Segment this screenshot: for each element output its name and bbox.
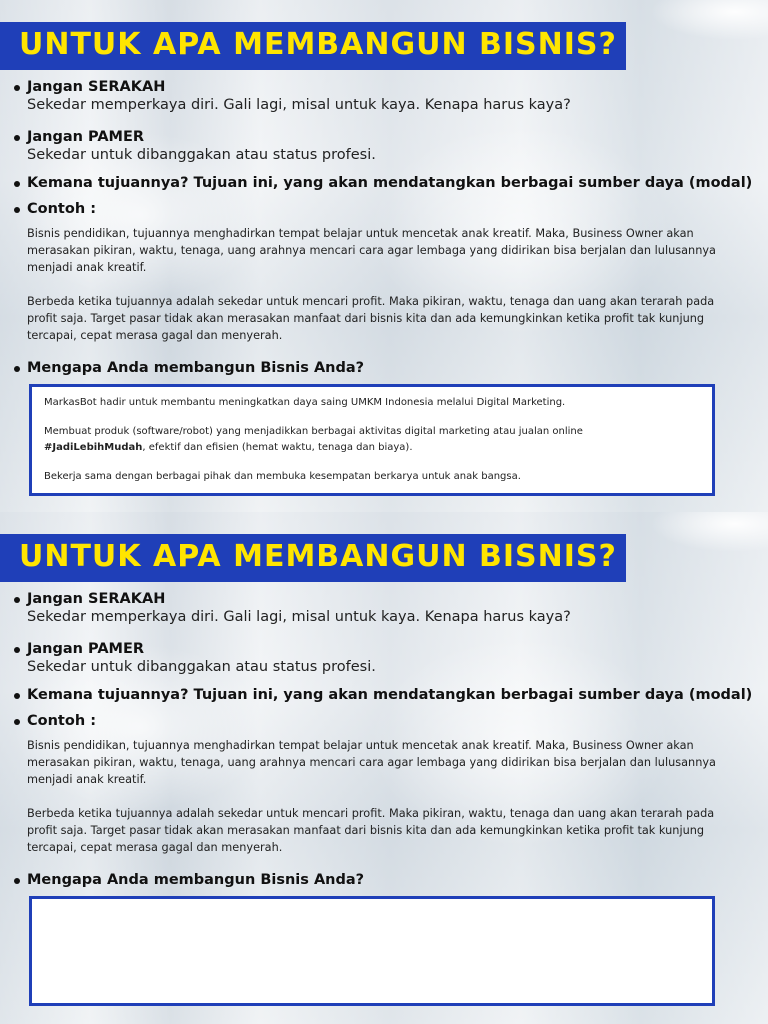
bullet-heading: Mengapa Anda membangun Bisnis Anda? — [27, 360, 365, 376]
example-paragraph-1: Bisnis pendidikan, tujuannya menghadirkan tempat belajar untuk mencetak anak kreatif. Maka, Business Owner akan merasakan pikiran, waktu, tenaga, uang arahnya mencari cara agar lembaga yang didirikan bisa berjalan dan lulusannya menjadi anak kreatif. — [27, 739, 716, 786]
slide-title: UNTUK APA MEMBANGUN BISNIS? — [19, 27, 617, 62]
bullet-subtext: Sekedar untuk dibanggakan atau status profesi. — [27, 659, 376, 675]
answer-box-blank[interactable] — [29, 896, 715, 1006]
bullet-heading: Jangan SERAKAH — [27, 79, 166, 95]
answer-line: Membuat produk (software/robot) yang menjadikkan berbagai aktivitas digital marketing atau jualan online — [44, 426, 583, 437]
bullet-dot — [14, 647, 20, 653]
bullet-dot — [14, 719, 20, 725]
slide-title: UNTUK APA MEMBANGUN BISNIS? — [19, 539, 617, 574]
bullet-heading: Kemana tujuannya? Tujuan ini, yang akan mendatangkan berbagai sumber daya (modal) — [27, 175, 753, 191]
bullet-dot — [14, 181, 20, 187]
example-paragraph-2: Berbeda ketika tujuannya adalah sekedar untuk mencari profit. Maka pikiran, waktu, tenaga dan uang akan terarah pada profit saja. Target pasar tidak akan merasakan manfaat dari bisnis kita dan ada kemungkinkan ketika profit tak kunjung tercapai, cepat merasa gagal dan menyerah. — [27, 807, 715, 854]
hashtag: #JadiLebihMudah — [44, 442, 143, 453]
bullet-dot — [14, 597, 20, 603]
bullet-heading: Jangan PAMER — [27, 641, 145, 657]
title-banner — [0, 534, 626, 582]
slide-blank — [0, 512, 768, 1024]
bullet-subtext: Sekedar untuk dibanggakan atau status profesi. — [27, 147, 376, 163]
answer-line: Bekerja sama dengan berbagai pihak dan membuka kesempatan berkarya untuk anak bangsa. — [44, 471, 521, 482]
bullet-mengapa — [14, 359, 754, 379]
bullet-heading: Contoh : — [27, 713, 96, 729]
bullet-heading: Mengapa Anda membangun Bisnis Anda? — [27, 872, 365, 888]
bullet-pamer — [14, 640, 754, 680]
bullet-kemana — [14, 686, 754, 706]
bullet-dot — [14, 207, 20, 213]
bullet-kemana — [14, 174, 754, 194]
bullet-dot — [14, 878, 20, 884]
answer-line: MarkasBot hadir untuk membantu meningkatkan daya saing UMKM Indonesia melalui Digital Marketing. — [44, 397, 566, 408]
answer-box-filled — [29, 384, 715, 496]
answer-line-rest: , efektif dan efisien (hemat waktu, tenaga dan biaya). — [142, 442, 413, 453]
bullet-contoh — [14, 712, 754, 732]
bullet-mengapa — [14, 871, 754, 891]
bullet-serakah — [14, 590, 754, 630]
bullet-heading: Jangan PAMER — [27, 129, 145, 145]
bullet-dot — [14, 135, 20, 141]
bullet-subtext: Sekedar memperkaya diri. Gali lagi, misal untuk kaya. Kenapa harus kaya? — [27, 97, 571, 113]
bullet-heading: Kemana tujuannya? Tujuan ini, yang akan mendatangkan berbagai sumber daya (modal) — [27, 687, 753, 703]
bullet-heading: Contoh : — [27, 201, 96, 217]
title-banner — [0, 22, 626, 70]
bullet-contoh — [14, 200, 754, 220]
bullet-heading: Jangan SERAKAH — [27, 591, 166, 607]
example-paragraph-1: Bisnis pendidikan, tujuannya menghadirkan tempat belajar untuk mencetak anak kreatif. Maka, Business Owner akan merasakan pikiran, waktu, tenaga, uang arahnya mencari cara agar lembaga yang didirikan bisa berjalan dan lulusannya menjadi anak kreatif. — [27, 227, 716, 274]
bullet-subtext: Sekedar memperkaya diri. Gali lagi, misal untuk kaya. Kenapa harus kaya? — [27, 609, 571, 625]
bullet-serakah — [14, 78, 754, 118]
bullet-pamer — [14, 128, 754, 168]
example-paragraph-2: Berbeda ketika tujuannya adalah sekedar untuk mencari profit. Maka pikiran, waktu, tenaga dan uang akan terarah pada profit saja. Target pasar tidak akan merasakan manfaat dari bisnis kita dan ada kemungkinkan ketika profit tak kunjung tercapai, cepat merasa gagal dan menyerah. — [27, 295, 715, 342]
bullet-dot — [14, 366, 20, 372]
bullet-dot — [14, 693, 20, 699]
answer-line — [44, 441, 413, 455]
bullet-dot — [14, 85, 20, 91]
